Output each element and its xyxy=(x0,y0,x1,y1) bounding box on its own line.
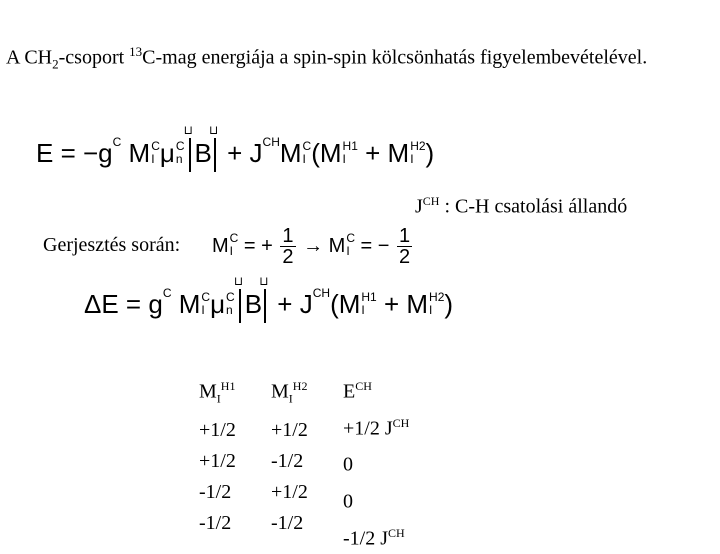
header-mi-h1: $M_I^{H1}$ xyxy=(199,379,236,406)
eq1-m-scripts: C I xyxy=(151,139,160,166)
eq1-plus: + M xyxy=(365,137,410,168)
eq2-j-sup: CH xyxy=(312,286,331,301)
arrow-icon: → xyxy=(303,234,324,257)
excitation-label: Gerjesztés során: xyxy=(43,234,181,256)
eq2-close: ) xyxy=(444,288,454,319)
eq1-close: ) xyxy=(425,137,435,168)
eq2-mu: μ xyxy=(210,288,226,319)
cell-r4-c1: -1/2 xyxy=(199,511,232,534)
note-j: J xyxy=(415,195,423,218)
column-mi-h1 xyxy=(199,371,236,539)
eq2-h1-scripts: H1 I xyxy=(361,290,377,317)
eq2-open: (M xyxy=(330,288,361,319)
cell-r4-c2: -1/2 xyxy=(271,511,304,534)
cell-r2-c1: +1/2 xyxy=(199,449,236,472)
eq2-g-sup: C xyxy=(162,286,172,301)
cell-r2-c3: 0 xyxy=(343,453,353,476)
eq1-abs-bar-left xyxy=(189,138,191,172)
eq2-abs-bar-left xyxy=(239,289,241,323)
eq1-h2-scripts: H2 I xyxy=(410,139,426,166)
eq2-m: M xyxy=(178,288,201,319)
eq1-open: (M xyxy=(311,137,342,168)
eq2-h2-scripts: H2 I xyxy=(429,290,445,317)
eq1-m: M xyxy=(128,137,151,168)
cell-r1-c2: +1/2 xyxy=(271,418,308,441)
title-text-3: C-mag energiája a spin-spin kölcsönhatás figyelembevételével. xyxy=(142,46,648,69)
coupling-constant-note xyxy=(415,194,627,219)
trans-m2-scripts: C I xyxy=(346,230,355,258)
trans-frac-1: $\frac{1}{2}$ xyxy=(282,225,294,268)
header-e-ch: $E^{CH}$ xyxy=(343,379,372,403)
cell-r3-c1: -1/2 xyxy=(199,480,232,503)
energy-equation xyxy=(36,135,435,172)
note-sup: CH xyxy=(422,194,440,208)
eq1-abs-bar-right xyxy=(214,138,216,172)
trans-eq2: = − xyxy=(360,234,390,257)
cell-r4-c3: -1/2 $J^{CH}$ xyxy=(343,525,405,550)
eq2-b: B xyxy=(244,288,263,319)
column-mi-h2 xyxy=(271,371,308,539)
note-text: : C-H csatolási állandó xyxy=(439,195,628,218)
title-subscript: 2 xyxy=(52,56,59,72)
eq2-m-scripts: C I xyxy=(201,290,211,317)
eq1-b: B xyxy=(194,137,212,168)
trans-m1-scripts: C I xyxy=(229,230,239,258)
eq2-j: + J xyxy=(277,288,313,319)
eq1-mu: μ xyxy=(159,137,175,168)
trans-frac-2: $\frac{1}{2}$ xyxy=(399,225,411,268)
eq1-j-sup: CH xyxy=(262,135,280,150)
eq1-mu-scripts: C n xyxy=(175,139,185,166)
trans-m1: M xyxy=(212,234,229,257)
title-text-2: -csoport xyxy=(58,46,130,69)
cell-r3-c2: +1/2 xyxy=(271,480,308,503)
title-superscript: 13 xyxy=(129,44,143,59)
eq2-mu-scripts: C n xyxy=(226,290,235,317)
eq2-lhs: ΔE = g xyxy=(84,288,163,319)
eq1-lhs: E = −g xyxy=(36,137,113,168)
cell-r3-c3: 0 xyxy=(343,490,353,513)
title-text-1: A CH xyxy=(6,46,53,69)
delta-energy-equation xyxy=(84,286,454,323)
eq1-h1-scripts: H1 I xyxy=(342,139,358,166)
cell-r1-c3: +1/2 $J^{CH}$ xyxy=(343,415,410,440)
eq1-g-sup: C xyxy=(112,135,122,150)
trans-m2: M xyxy=(328,234,346,257)
eq1-j: + J xyxy=(227,137,263,168)
cell-r1-c1: +1/2 xyxy=(199,418,236,441)
eq2-plus: + M xyxy=(383,288,429,319)
trans-eq1: = + xyxy=(243,234,273,257)
excitation-transition xyxy=(212,226,414,267)
eq1-m2-scripts: C I xyxy=(302,139,312,166)
slide-title xyxy=(6,36,706,81)
column-e-ch xyxy=(343,371,409,554)
eq1-m2: M xyxy=(279,137,302,168)
header-mi-h2: $M_I^{H2}$ xyxy=(271,379,308,406)
cell-r2-c2: -1/2 xyxy=(271,449,304,472)
eq2-abs-bar-right xyxy=(264,289,266,323)
